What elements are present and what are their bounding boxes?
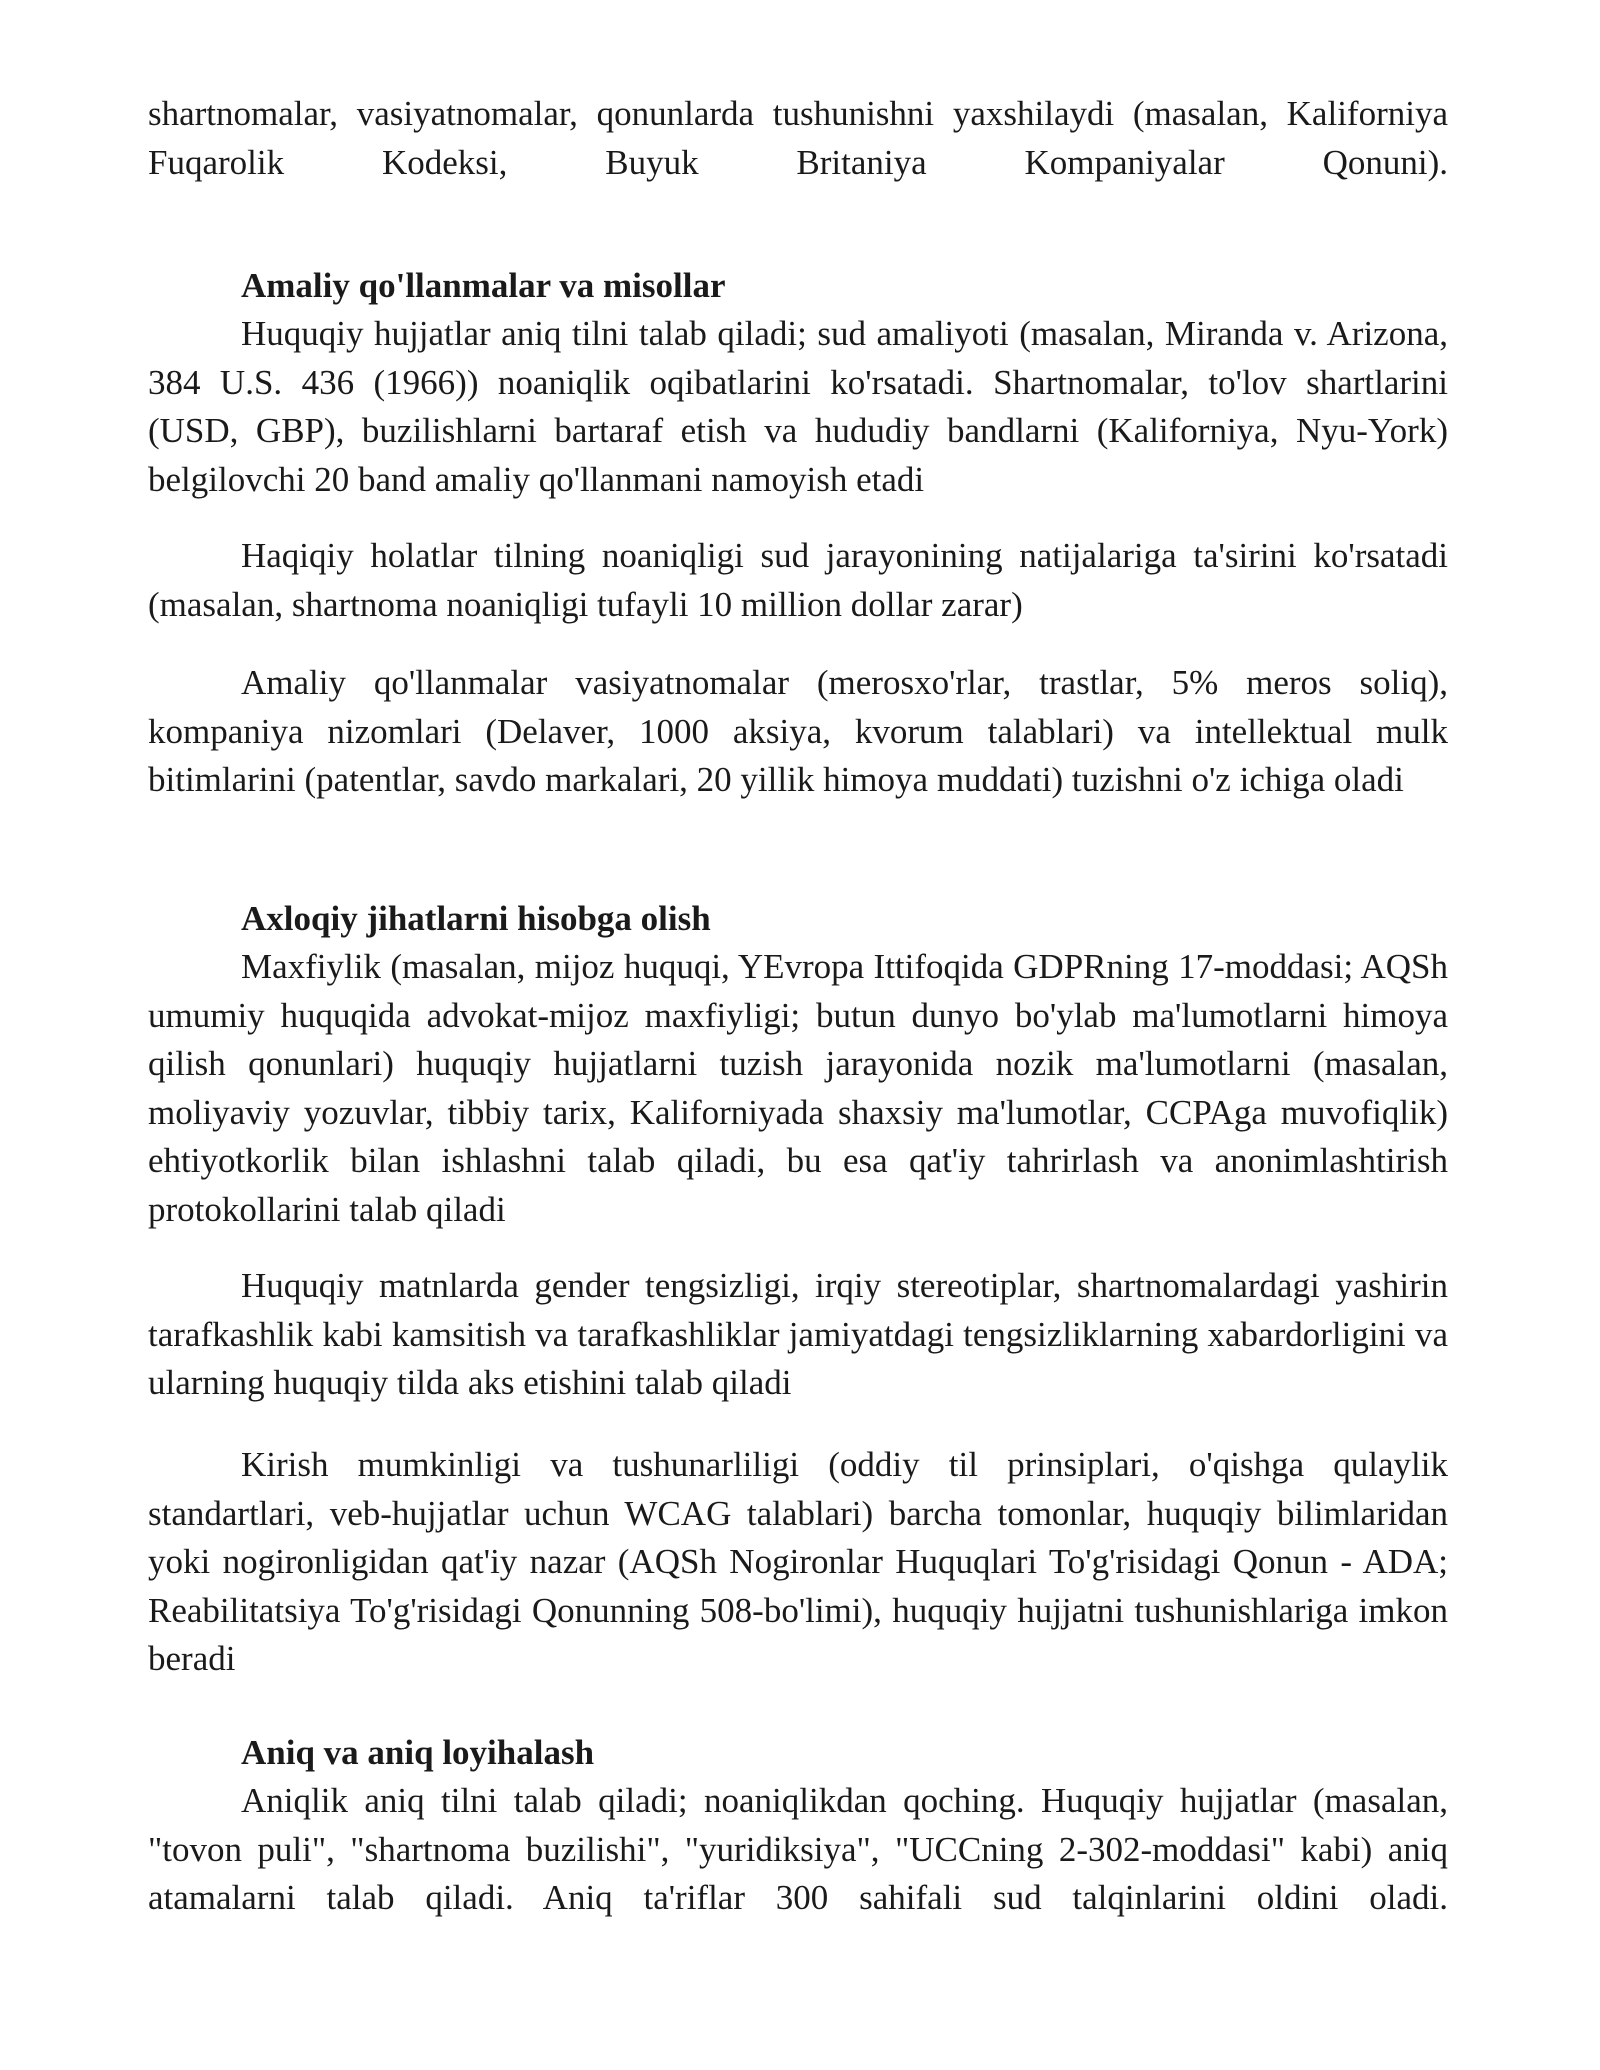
- paragraph-ethics-3: Kirish mumkinligi va tushunarliligi (oddiy til prinsiplari, o'qishga qulaylik standartlari, veb-hujjatlar uchun WCAG talablari) barcha tomonlar, huquqiy bilimlaridan yoki nogironligidan qat'iy nazar (AQSh Nogironlar Huquqlari To'g'risidagi Qonun - ADA; Reabilitatsiya To'g'risidagi Qonunning 508-bo'limi), huquqiy hujjatni tushunishlariga imkon beradi: [148, 1445, 1448, 1678]
- paragraph-practical-guides-2: Haqiqiy holatlar tilning noaniqligi sud jarayonining natijalariga ta'sirini ko'rsatadi (masalan, shartnoma noaniqligi tufayli 10 million dollar zarar): [148, 536, 1448, 624]
- section-heading-ethics: Axloqiy jihatlarni hisobga olish: [241, 899, 711, 938]
- section-heading-precise-drafting: Aniq va aniq loyihalash: [241, 1733, 595, 1772]
- paragraph-practical-guides-3: Amaliy qo'llanmalar vasiyatnomalar (merosxo'rlar, trastlar, 5% meros soliq), kompaniya nizomlari (Delaver, 1000 aksiya, kvorum talablari) va intellektual mulk bitimlarini (patentlar, savdo markalari, 20 yillik himoya muddati) tuzishni o'z ichiga oladi: [148, 663, 1448, 799]
- paragraph-practical-guides-1: Huquqiy hujjatlar aniq tilni talab qiladi; sud amaliyoti (masalan, Miranda v. Arizona, 384 U.S. 436 (1966)) noaniqlik oqibatlarini ko'rsatadi. Shartnomalar, to'lov shartlarini (USD, GBP), buzilishlarni bartaraf etish va hududiy bandlarni (Kaliforniya, Nyu-York) belgilovchi 20 band amaliy qo'llanmani namoyish etadi: [148, 314, 1448, 499]
- paragraph-ethics-2: Huquqiy matnlarda gender tengsizligi, irqiy stereotiplar, shartnomalardagi yashirin tarafkashlik kabi kamsitish va tarafkashliklar jamiyatdagi tengsizliklarning xabardorligini va ularning huquqiy tilda aks etishini talab qiladi: [148, 1266, 1448, 1402]
- paragraph-precise-drafting-1: Aniqlik aniq tilni talab qiladi; noaniqlikdan qoching. Huquqiy hujjatlar (masalan, "tovon puli", "shartnoma buzilishi", "yuridiksiya", "UCCning 2-302-moddasi" kabi) aniq atamalarni talab qiladi. Aniq ta'riflar 300 sahifali sud talqinlarini oldini oladi.: [148, 1781, 1448, 1917]
- paragraph-ethics-1: Maxfiylik (masalan, mijoz huquqi, YEvropa Ittifoqida GDPRning 17-moddasi; AQSh umumiy huquqida advokat-mijoz maxfiyligi; butun dunyo bo'ylab ma'lumotlarni himoya qilish qonunlari) huquqiy hujjatlarni tuzish jarayonida nozik ma'lumotlarni (masalan, moliyaviy yozuvlar, tibbiy tarix, Kaliforniyada shaxsiy ma'lumotlar, CCPAga muvofiqlik) ehtiyotkorlik bilan ishlashni talab qiladi, bu esa qat'iy tahrirlash va anonimlashtirish protokollarini talab qiladi: [148, 947, 1448, 1229]
- section-heading-practical-guides: Amaliy qo'llanmalar va misollar: [241, 266, 726, 305]
- intro-paragraph: shartnomalar, vasiyatnomalar, qonunlarda tushunishni yaxshilaydi (masalan, Kaliforniya Fuqarolik Kodeksi, Buyuk Britaniya Kompaniyalar Qonuni).: [148, 94, 1448, 182]
